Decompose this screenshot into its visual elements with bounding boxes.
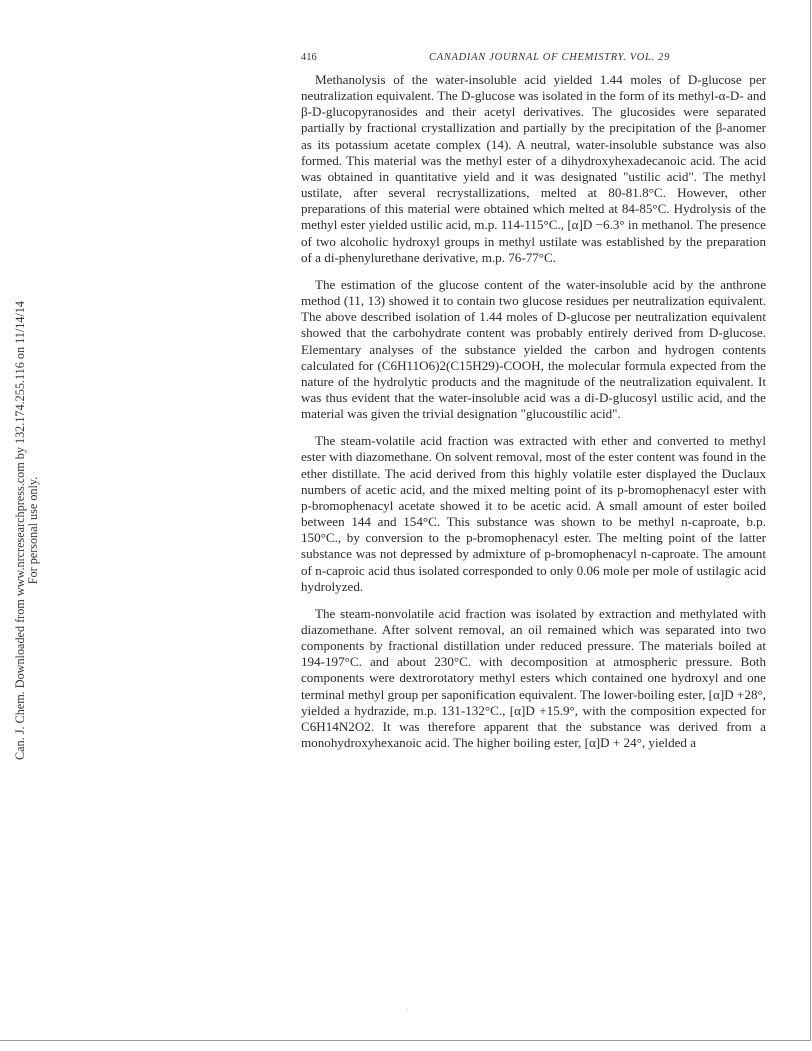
footer-mark: · (406, 1006, 409, 1015)
paragraph: The estimation of the glucose content of the water-insoluble acid by the anthrone method (11, 13) showed it to contain two glucose residues per neutralization equivalent. The above described isolation of 1.44 moles of D-glucose per neutralization equivalent showed that the carbohydrate content was probably entirely derived from D-glucose. Elementary analyses of the substance yielded the carbon and hydrogen contents calculated for (C6H11O6)2(C15H29)-COOH, the molecular formula expected from the nature of the hydrolytic products and the magnitude of the neutralization equivalent. It was thus evident that the water-insoluble acid was a di-D-glucosyl ustilic acid, and the material was given the trivial designation "glucoustilic acid". (301, 276, 766, 422)
article-body (301, 72, 766, 762)
page-number: 416 (301, 52, 317, 63)
download-stamp-line2: For personal use only. (26, 476, 40, 585)
paragraph: Methanolysis of the water-insoluble acid yielded 1.44 moles of D-glucose per neutralization equivalent. The D-glucose was isolated in the form of its methyl-α-D- and β-D-glucopyranosides and their acetyl derivatives. The glucosides were separated partially by fractional crystallization and partially by the precipitation of the β-anomer as its potassium acetate complex (14). A neutral, water-insoluble substance was also formed. This material was the methyl ester of a dihydroxyhexadecanoic acid. The acid was obtained in quantitative yield and it was designated "ustilic acid". The methyl ustilate, after several recrystallizations, melted at 80-81.8°C. However, other preparations of this material were obtained which melted at 84-85°C. Hydrolysis of the methyl ester yielded ustilic acid, m.p. 114-115°C., [α]D −6.3° in methanol. The presence of two alcoholic hydroxyl groups in methyl ustilate was established by the preparation of a di-phenylurethane derivative, m.p. 76-77°C. (301, 72, 766, 265)
paragraph: The steam-volatile acid fraction was extracted with ether and converted to methyl ester with diazomethane. On solvent removal, most of the ester content was found in the ether distillate. The acid derived from this highly volatile ester displayed the Duclaux numbers of acetic acid, and the mixed melting point of its p-bromophenacyl ester with p-bromophenacyl acetate showed it to be acetic acid. A small amount of ester boiled between 144 and 154°C. This substance was shown to be methyl n-caproate, b.p. 150°C., by conversion to the p-bromophenacyl ester. The melting point of the latter substance was not depressed by admixture of p-bromophenacyl n-caproate. The amount of n-caproic acid thus isolated corresponded to only 0.06 mole per mole of ustilagic acid hydrolyzed. (301, 433, 766, 594)
download-stamp (0, 0, 60, 1051)
running-head: CANADIAN JOURNAL OF CHEMISTRY. VOL. 29 (429, 52, 671, 63)
download-stamp-text (14, 301, 40, 760)
paragraph: The steam-nonvolatile acid fraction was isolated by extraction and methylated with diazomethane. After solvent removal, an oil remained which was separated into two components by fractional distillation under reduced pressure. The materials boiled at 194-197°C. and about 230°C. with decomposition at atmospheric pressure. Both components were dextrorotatory methyl esters which contained one hydroxyl and one terminal methyl group per saponification equivalent. The lower-boiling ester, [α]D +28°, yielded a hydrazide, m.p. 131-132°C., [α]D +15.9°, with the composition expected for C6H14N2O2. It was therefore apparent that the substance was derived from a monohydroxyhexanoic acid. The higher boiling ester, [α]D + 24°, yielded a (301, 605, 766, 751)
download-stamp-line1: Can. J. Chem. Downloaded from www.nrcresearchpress.com by 132.174.255.116 on 11/14/14 (13, 301, 27, 760)
